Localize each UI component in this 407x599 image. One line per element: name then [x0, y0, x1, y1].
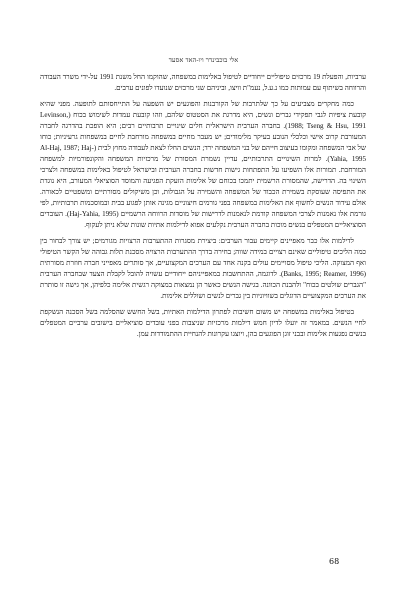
paragraph: כמה מחקרים מצביעים על כך שלתרבות של הקורבנות והפוגעים יש השפעה על התייחסותם לתופעה. מפני שהיא קובעת ציפיות לגבי תפקידי גברים ונשים, היא מדרגת את הסטטוס שלהם, וזהו קובעת עמדות לשימוש בכוח (Levinson, 1988; Tseng & Hsu, 1991). בחברה הערבית הישראלית חלים שינויים תרבותיים רבים; היא הופכת בהדרגה לחברה המעורבת קרוב אישי וכלכלי הנובע בעיקר מלימודים; יש מעבר מחיים במשפחה מורחבת לחיים במשפחות גרעיניות; כוחו של אבי המשפחה ומקומו בעיצוב חייהם של בני המשפחה ירד; הנשים החלו לצאת לעבודה מחוץ לבית (Al-Haj, 1987; Haj-Yahia, 1995). למרות השינויים התרבותיים, עדיין נשמרת המסורת של מרכזיות המשפחה והקונפורמיות למשפחה המורחבת. תמורות אלו השפיעו על התפתחות גישות חדשות בחברה הערבית ובישראל לטיפול באלימות במשפחה ולצרכי השינוי בה. הדרישה, שהמסורת הרשמית יתמכו בכוחם של אלימות הזעקת הפגיעה והמוסד הסוציאלי המעורב, היא נוגדת את התפיסה שעוסקת בשמירת הכבוד של המשפחה והשמירה על הגבולות, וכן משיקולים מסורתיים ומשפטיים לכאורה. אולם עידוד הנשים לחשוף את האלימות במשפחה בפני גורמים חיצוניים מגינה אותן לפגוע בבית ובמוסכמות תרבותיות, לפי גורמת אלו נאמנות לצרכי המשפחה קודמת לנאמנות לדרישות של מוסדות הרווחה הרשמיים (Haj-Yahia, 1995). העובדים הסוציאליים המטפלים בנשים מוכות בחברה הערבית נקלעים אפוא לדילמות אתיות שונות שלא ניתן לעקוף. [40, 100, 367, 229]
page-number: 68 [329, 557, 340, 566]
running-header: אלי בוכבינדר ויו-האד אסעד [168, 56, 239, 64]
paragraph: בטיפול באלימות במשפחה יש משום חשיבות לפתרון הדילמות האתיות, בשל החשש שהסלמה בשל הסכנה הנשקפת לחיי הנשים. במאמר זה יועלו לדיון חמש דילמות מרכזיות שניצבות בפני עובדים סוציאליים בישובים ערביים המטפלים בנשים נפגעות אלימות ובבני זוגן הפוגעים בהן, ויוצגו עקרונות להנחיית ההתמודדות עמן. [40, 308, 366, 338]
paragraph: ערביות, והפעלת 19 מרכזים טיפוליים ייחודיים לטיפול באלימות במשפחה, שהוקמו החל משנת 1991 על-ידי משרד העבודה והרווחה בשיתוף עם עמותות כמו נ.ע.ל, נעמ"ת וויצו, וביניהם שני מרכזים שנועדו לפונים ערבים. [40, 73, 367, 92]
paragraph: לדילמות אלו כבר מאפיינים קיימים עבור הערבים: ביצירת מסגרות ההתערבות הרצויות מגורמים; יש צורך לבחור בין כמה הליכים טיפוליים שאינם רצויים במידה שווה; בחירה בדרך ההתערבות הרצויה מסכנת תלות גבוהה של הקשר הטיפולי ואף המצוקה. הליכי טיפול מסויימים עולים בקנה אחד עם הערכים המקצועיים, אך סותרים מאפייני חברה חוזרת מסורתית (Banks, 1995; Reamer, 1996). לדוגמה, ההתחשבות במאפייניהם ייחודיים עשויה להובל לקבלת הצעד שבחברה הערבית "הגברים שולטים בכוח" ולהבנת הכוונה. בגישה הנשים כאשר הן נמצאות במצוקה רגשית אלימה כלפיהן, אך גישה זו סותרת את הערכים המקצועיים הדוגלים בשוויוניות בין גברים לנשים ושוללים אלימות. [40, 237, 366, 300]
body-text [40, 72, 366, 340]
